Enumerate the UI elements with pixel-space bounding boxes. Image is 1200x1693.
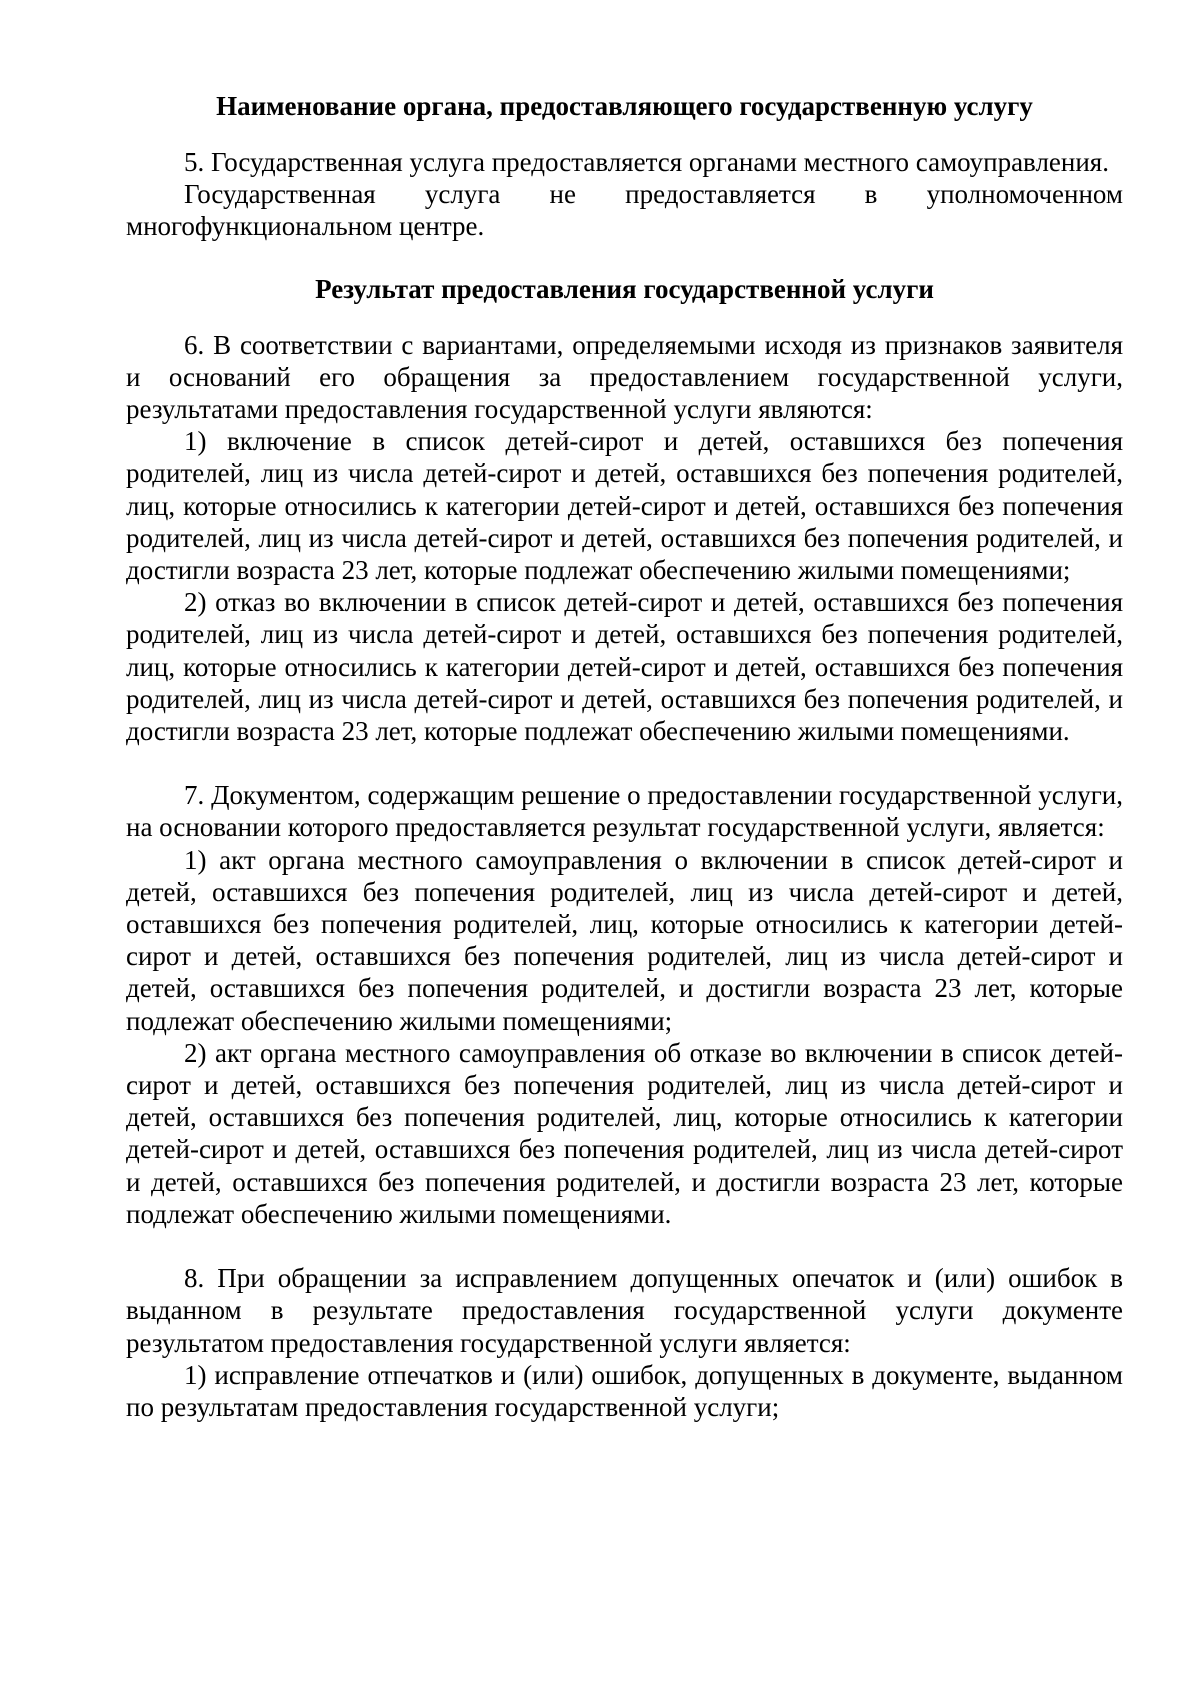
paragraph-6: 6. В соответствии с вариантами, определяемыми исходя из признаков заявителя и оснований его обращения за предоставлением государственной услуги, результатами предоставления государственной услуги являются: bbox=[126, 329, 1123, 425]
heading-authority: Наименование органа, предоставляющего государственную услугу bbox=[216, 91, 1033, 121]
paragraph-7: 7. Документом, содержащим решение о предоставлении государственной услуги, на основании которого предоставляется результат государственной услуги, является: bbox=[126, 780, 1123, 843]
paragraph-5-mfc: Государственная услуга не предоставляется в уполномоченном многофункциональном центре. bbox=[126, 179, 1123, 242]
heading-result: Результат предоставления государственной услуги bbox=[315, 273, 934, 304]
paragraph-7-item-1: 1) акт органа местного самоуправления о включении в список детей-сирот и детей, оставшихся без попечения родителей, лиц из числа детей-сирот и детей, оставшихся без попечения родителей, лиц, которые относились к категории детей-сирот и детей, оставшихся без попечения родителей, лиц из числа детей-сирот и детей, оставшихся без попечения родителей, и достигли возраста 23 лет, которые подлежат обеспечению жилыми помещениями; bbox=[126, 844, 1123, 1036]
paragraph-6-item-1: 1) включение в список детей-сирот и детей, оставшихся без попечения родителей, лиц из числа детей-сирот и детей, оставшихся без попечения родителей, лиц, которые относились к категории детей-сирот и детей, оставшихся без попечения родителей, лиц из числа детей-сирот и детей, оставшихся без попечения родителей, и достигли возраста 23 лет, которые подлежат обеспечению жилыми помещениями; bbox=[126, 426, 1123, 586]
paragraph-8: 8. При обращении за исправлением допущенных опечаток и (или) ошибок в выданном в результате предоставления государственной услуги документе результатом предоставления государственной услуги является: bbox=[126, 1263, 1123, 1358]
paragraph-7-item-2: 2) акт органа местного самоуправления об отказе во включении в список детей-сирот и детей, оставшихся без попечения родителей, лиц из числа детей-сирот и детей, оставшихся без попечения родителей, лиц, которые относились к категории детей-сирот и детей, оставшихся без попечения родителей, лиц из числа детей-сирот и детей, оставшихся без попечения родителей, и достигли возраста 23 лет, которые подлежат обеспечению жилыми помещениями. bbox=[126, 1037, 1123, 1229]
paragraph-5: 5. Государственная услуга предоставляется органами местного самоуправления. bbox=[184, 147, 1109, 177]
paragraph-6-item-2: 2) отказ во включении в список детей-сирот и детей, оставшихся без попечения родителей, лиц из числа детей-сирот и детей, оставшихся без попечения родителей, лиц, которые относились к категории детей-сирот и детей, оставшихся без попечения родителей, лиц из числа детей-сирот и детей, оставшихся без попечения родителей, и достигли возраста 23 лет, которые подлежат обеспечению жилыми помещениями. bbox=[126, 587, 1123, 747]
paragraph-8-item-1: 1) исправление отпечатков и (или) ошибок, допущенных в документе, выданном по результатам предоставления государственной услуги; bbox=[126, 1359, 1123, 1422]
document-body bbox=[126, 90, 1123, 1423]
